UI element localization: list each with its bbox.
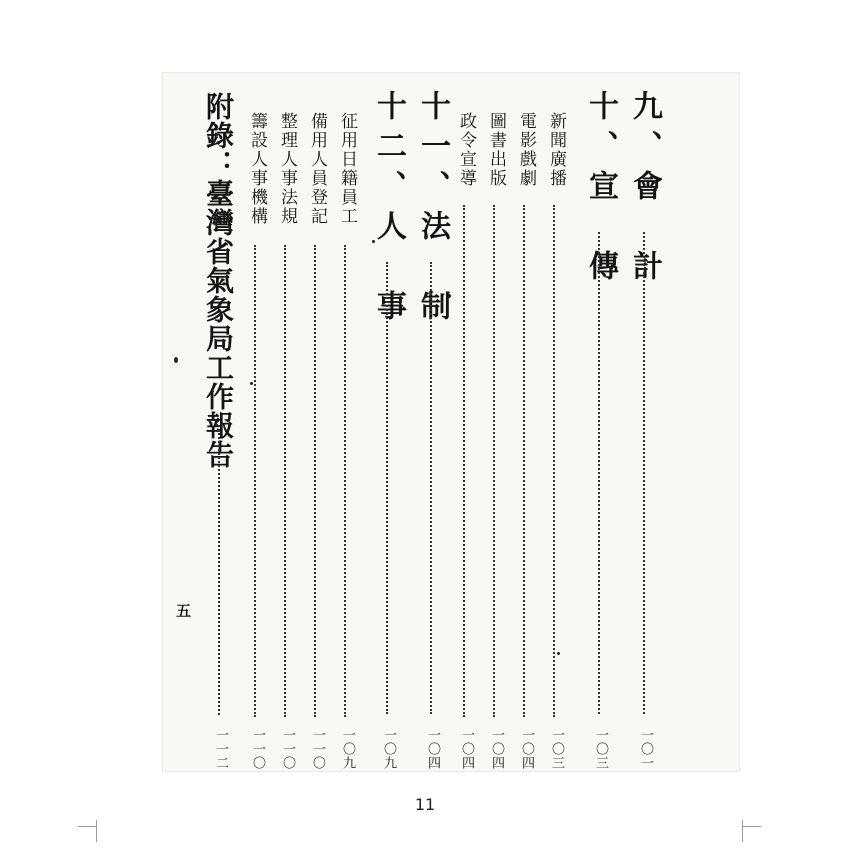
toc-entry-personnel: 十二、人 事 <box>371 90 406 330</box>
dot-leader <box>463 205 465 717</box>
toc-subentry-news-broadcast: 新聞廣播 <box>546 112 566 188</box>
scan-speck <box>250 382 253 385</box>
toc-page-accounting: 一〇一 <box>638 728 653 770</box>
dot-leader <box>344 245 346 717</box>
crop-mark <box>743 826 761 827</box>
toc-subentry-film-drama: 電影戲劇 <box>516 112 536 188</box>
toc-page-japanese-staff: 一〇九 <box>340 728 355 770</box>
toc-page-personnel-agency: 一一〇 <box>250 728 265 770</box>
toc-subentry-book-publishing: 圖書出版 <box>486 112 506 188</box>
toc-entry-publicity: 十、宣 傳 <box>583 90 618 290</box>
toc-page-legal-affairs: 一〇四 <box>425 728 440 770</box>
dot-leader <box>553 205 555 717</box>
dot-leader <box>254 245 256 717</box>
dot-leader <box>430 262 432 714</box>
toc-page-personnel: 一〇九 <box>381 728 396 770</box>
toc-entry-appendix: 附錄：臺灣省氣象局工作報告 <box>202 92 235 469</box>
toc-subentry-japanese-staff: 征用日籍員工 <box>337 112 357 226</box>
dot-leader <box>284 245 286 717</box>
toc-subentry-policy-promotion: 政令宣導 <box>456 112 476 188</box>
crop-mark <box>742 820 743 842</box>
toc-page-policy-promotion: 一〇四 <box>459 728 474 770</box>
toc-entry-accounting: 九、會 計 <box>627 90 662 290</box>
toc-subentry-personnel-agency: 籌設人事機構 <box>247 112 267 226</box>
toc-page-personnel-regulations: 一一〇 <box>280 728 295 770</box>
scan-speck <box>174 357 178 363</box>
dot-leader <box>218 425 220 715</box>
toc-page-publicity: 一〇三 <box>593 728 608 770</box>
toc-entry-legal-affairs: 十一、法 制 <box>415 90 450 330</box>
toc-page-news-broadcast: 一〇三 <box>549 728 564 770</box>
dot-leader <box>643 232 645 714</box>
crop-mark <box>96 820 97 842</box>
toc-page-book-publishing: 一〇四 <box>489 728 504 770</box>
dot-leader <box>493 205 495 717</box>
toc-page-appendix: 一一二 <box>213 728 228 770</box>
scan-page-mark: 五 <box>176 602 192 620</box>
toc-page-reserve-registration: 一一〇 <box>310 728 325 770</box>
page-number: 11 <box>414 795 436 814</box>
scan-speck <box>557 652 560 655</box>
toc-subentry-reserve-registration: 備用人員登記 <box>307 112 327 226</box>
crop-mark <box>78 826 96 827</box>
dot-leader <box>386 262 388 714</box>
dot-leader <box>314 245 316 717</box>
dot-leader <box>598 232 600 714</box>
toc-page-film-drama: 一〇四 <box>519 728 534 770</box>
toc-subentry-personnel-regulations: 整理人事法規 <box>277 112 297 226</box>
dot-leader <box>523 205 525 717</box>
